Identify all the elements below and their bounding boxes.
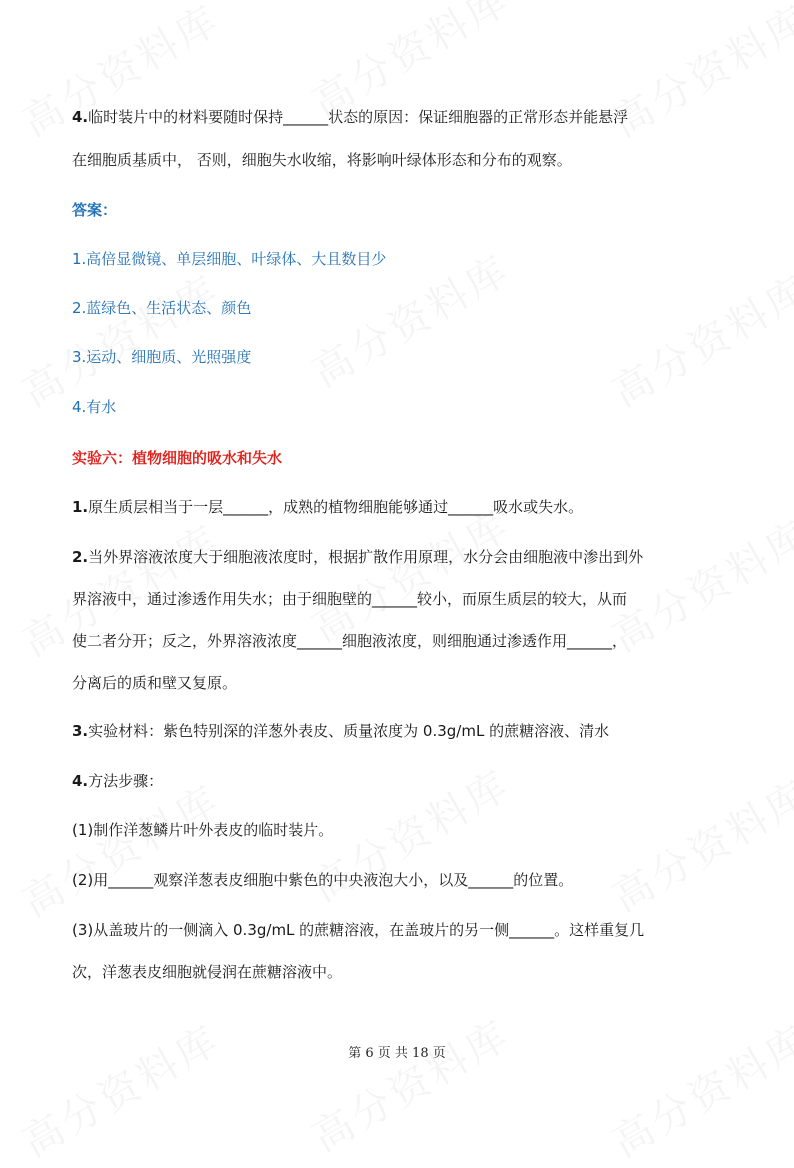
answer-item: 3.运动、细胞质、光照强度 <box>72 348 252 366</box>
question-number: 4. <box>72 772 89 790</box>
experiment-question-2-line-1 <box>72 547 643 567</box>
question-number: 4. <box>72 108 89 126</box>
experiment-question-2-line-2: 界溶液中，通过渗透作用失水；由于细胞壁的______较小，而原生质层的较大，从而 <box>72 590 628 608</box>
question-text: 方法步骤： <box>88 772 164 790</box>
experiment-question-1 <box>72 497 583 517</box>
question-text: 当外界溶液浓度大于细胞液浓度时，根据扩散作用原理，水分会由细胞液中渗出到外 <box>88 548 644 566</box>
answer-item: 4.有水 <box>72 398 117 416</box>
question-number: 2. <box>72 548 89 566</box>
question-number: 1. <box>72 498 89 516</box>
method-step: (1)制作洋葱鳞片叶外表皮的临时装片。 <box>72 821 334 839</box>
question-text: 临时装片中的材料要随时保持______状态的原因：保证细胞器的正常形态并能悬浮 <box>88 108 629 126</box>
experiment-title: 实验六：植物细胞的吸水和失水 <box>72 449 283 467</box>
page-number-footer: 第 6 页 共 18 页 <box>348 1046 446 1061</box>
question-4-line-2: 在细胞质基质中， 否则，细胞失水收缩，将影响叶绿体形态和分布的观察。 <box>72 151 572 169</box>
experiment-question-2-line-3: 使二者分开；反之，外界溶液浓度______细胞液浓度，则细胞通过渗透作用______， <box>72 632 628 650</box>
answer-item: 1.高倍显微镜、单层细胞、叶绿体、大且数目少 <box>72 250 387 268</box>
experiment-question-4 <box>72 771 163 791</box>
question-text: 原生质层相当于一层______，成熟的植物细胞能够通过______吸水或失水。 <box>88 498 584 516</box>
experiment-question-3 <box>72 721 609 741</box>
method-step: (3)从盖玻片的一侧滴入 0.3g/mL 的蔗糖溶液，在盖玻片的另一侧______。这样重复几 <box>72 921 645 939</box>
question-number: 3. <box>72 722 89 740</box>
experiment-question-2-line-4: 分离后的质和壁又复原。 <box>72 674 238 692</box>
question-text: 实验材料：紫色特别深的洋葱外表皮、质量浓度为 0.3g/mL 的蔗糖溶液、清水 <box>88 722 610 740</box>
method-step: (2)用______观察洋葱表皮细胞中紫色的中央液泡大小，以及______的位置。 <box>72 871 574 889</box>
answer-item: 2.蓝绿色、生活状态、颜色 <box>72 299 252 317</box>
method-step-continued: 次，洋葱表皮细胞就侵润在蔗糖溶液中。 <box>72 963 343 981</box>
answers-heading: 答案： <box>72 201 118 219</box>
question-4-line-1 <box>72 107 628 127</box>
